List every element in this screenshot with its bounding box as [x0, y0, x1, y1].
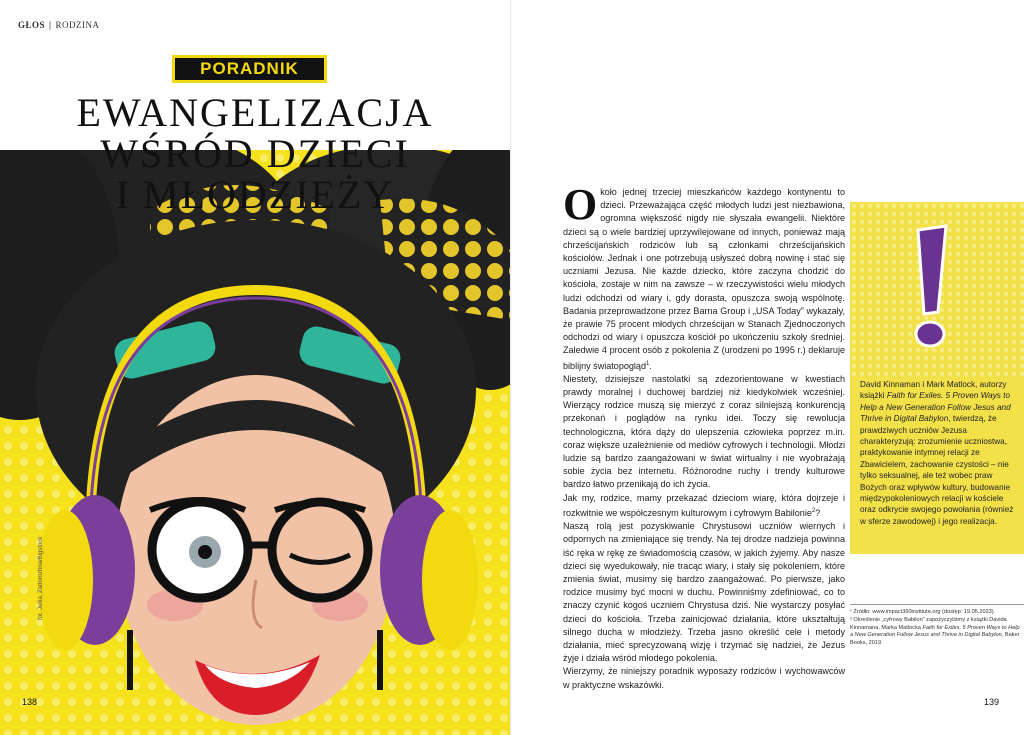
- title-line-2: WŚRÓD DZIECI: [100, 131, 410, 176]
- footnote-2: ² Określenie „cyfrowy Babilon” zapożyczyliśmy z książki Davida Kinnamana, Marka Matlocka Faith for Exiles. 5 Proven Ways to Help a New Generation Follow Jesus and Thrive in Digital Babylon, Baker Books, 2019.: [850, 617, 1020, 646]
- paragraph-4: Naszą rolą jest pozyskiwanie Chrystusowi uczniów wiernych i odpornych na zmieniające się trendy. Na tej drodze nadzieja powinna iść ręka w rękę ze świadomością czasów, w jakich żyjemy. Aby nasze dzieci się wyedukowały, nie tracąc wiary, i stały się pokoleniem, które zmienia świat, musimy się bardzo zaangażować. Po pierwsze, jako rodzice musimy być mocni w duchu. Powinniśmy zdefiniować, co to znaczy czynić kogoś uczniem Chrystusa dziś. Nie wystarczy posyłać dzieci do kościoła. Trzeba zainicjować działania, które ukształtują silnego ducha w młodzieży. Trzeba jasno określić cele i metody działania, mieć sprecyzowaną wizję i trzymać się nadziei, że Jezus żyje i działa wśród młodego pokolenia.: [563, 521, 845, 664]
- footnote-ref-1: 1: [645, 360, 650, 367]
- footnotes: [850, 604, 1024, 648]
- book-title: Faith for Exiles. 5 Proven Ways to Help a New Generation Follow Jesus and Thrive in Digital Babylon: [860, 391, 1011, 424]
- cover-illustration: [0, 150, 512, 735]
- exclamation-mark-icon: [850, 202, 1024, 377]
- badge-label: PORADNIK: [200, 59, 299, 78]
- running-header: GŁOS | RODZINA: [18, 20, 100, 30]
- footnote-1: ¹ Źródło: www.impact360institute.org (dostęp: 19.05.2023).: [850, 609, 996, 615]
- paragraph-1: Około jednej trzeciej mieszkańców każdego kontynentu to dzieci. Przeważająca część młodych ludzi jest niezbawiona, ogromna większość nigdy nie słyszała ewangelii. Niektóre dzieci są o wiele bardziej uprzywilejowane od innych, ponieważ mają chrześcijańskich rodziców lub są członkami chrześcijańskich kościołów. Jednak i one potrzebują usłyszeć dobrą nowinę i stać się uczniami Jezusa. Nie każde dziecko, które zaczyna chodzić do kościoła, zostaje w nim na zawsze – w rzeczywistości wielu młodych ludzi odchodzi od wiary i, gdy dorasta, opuszcza swoją wspólnotę. Badania przeprowadzone przez Barna Group i „USA Today” wykazały, że prawie 75 procent młodych chrześcijan w Stanach Zjednoczonych odchodzi od wiary i opuszcza kościół po ukończeniu szkoły średniej. Zaledwie 4 procent osób z pokolenia Z (urodzeni po 1995 r.) deklaruje biblijny światopogląd$^1$.: [563, 180, 845, 371]
- sidebar-text: David Kinnaman i Mark Matlock, autorzy książki Faith for Exiles. 5 Proven Ways to Help a New Generation Follow Jesus and Thrive in Digital Babylon, twierdzą, że prawdziwych uczniów Jezusa charakteryzują: zrozumienie uczniostwa, praktykowanie intymnej relacji ze Zbawicielem, zachowanie czystości – nie tylko seksualnej, ale też wobec praw Bożych oraz wpływów kultury, budowanie międzypokoleniowych relacji w kościele oraz odkrycie swojego powołania (również w sferze zawodowej) i jego realizacja.: [860, 380, 1014, 526]
- photo-credit: fot. Juliia, Zadorozhna/Bigstock: [38, 536, 44, 620]
- magazine-name: GŁOS: [18, 20, 46, 30]
- paragraph-3: Jak my, rodzice, mamy przekazać dzieciom wiarę, która dojrzeje i rozkwitnie we współczesnym kulturowym i cyfrowym Babilonie$^2$?: [563, 492, 845, 518]
- girl-with-headphones-illustration: [0, 150, 512, 735]
- footnote-ref-2: 2: [811, 507, 816, 514]
- right-page: [512, 0, 1024, 735]
- sidebar-box: [850, 202, 1024, 554]
- paragraph-2: Niestety, dzisiejsze nastolatki są zdezorientowane w kwestiach prawdy moralnej i duchowej bardziej niż kiedykolwiek wcześniej. Wierzący rodzice muszą się mierzyć z coraz silniejszą konkurencją przekonań i poglądów na rynku idei. Toczy się rewolucja technologiczna, która dąży do ulepszenia człowieka poprzez m.in. coraz większe uzależnienie od mediów cyfrowych i technologii. Młodzi ludzie są bardzo zaangażowani w świat wirtualny i nie wyobrażają sobie życia bez internetu. Różnorodne ruchy i trendy kulturowe bardzo łatwo przenikają do ich życia.: [563, 373, 845, 490]
- article-body: [563, 180, 845, 692]
- article-title: [40, 92, 470, 215]
- page-number-left: 138: [22, 697, 38, 707]
- section-name: RODZINA: [55, 20, 100, 30]
- drop-cap: O: [563, 180, 598, 229]
- title-line-1: EWANGELIZACJA: [76, 90, 434, 135]
- title-line-3: I MŁODZIEŻY: [115, 172, 395, 217]
- page-number-right: 139: [984, 697, 1000, 707]
- paragraph-5: Wierzymy, że niniejszy poradnik wyposaży rodziców i wychowawców w praktyczne wskazówki.: [563, 666, 845, 690]
- poradnik-badge: [172, 55, 327, 83]
